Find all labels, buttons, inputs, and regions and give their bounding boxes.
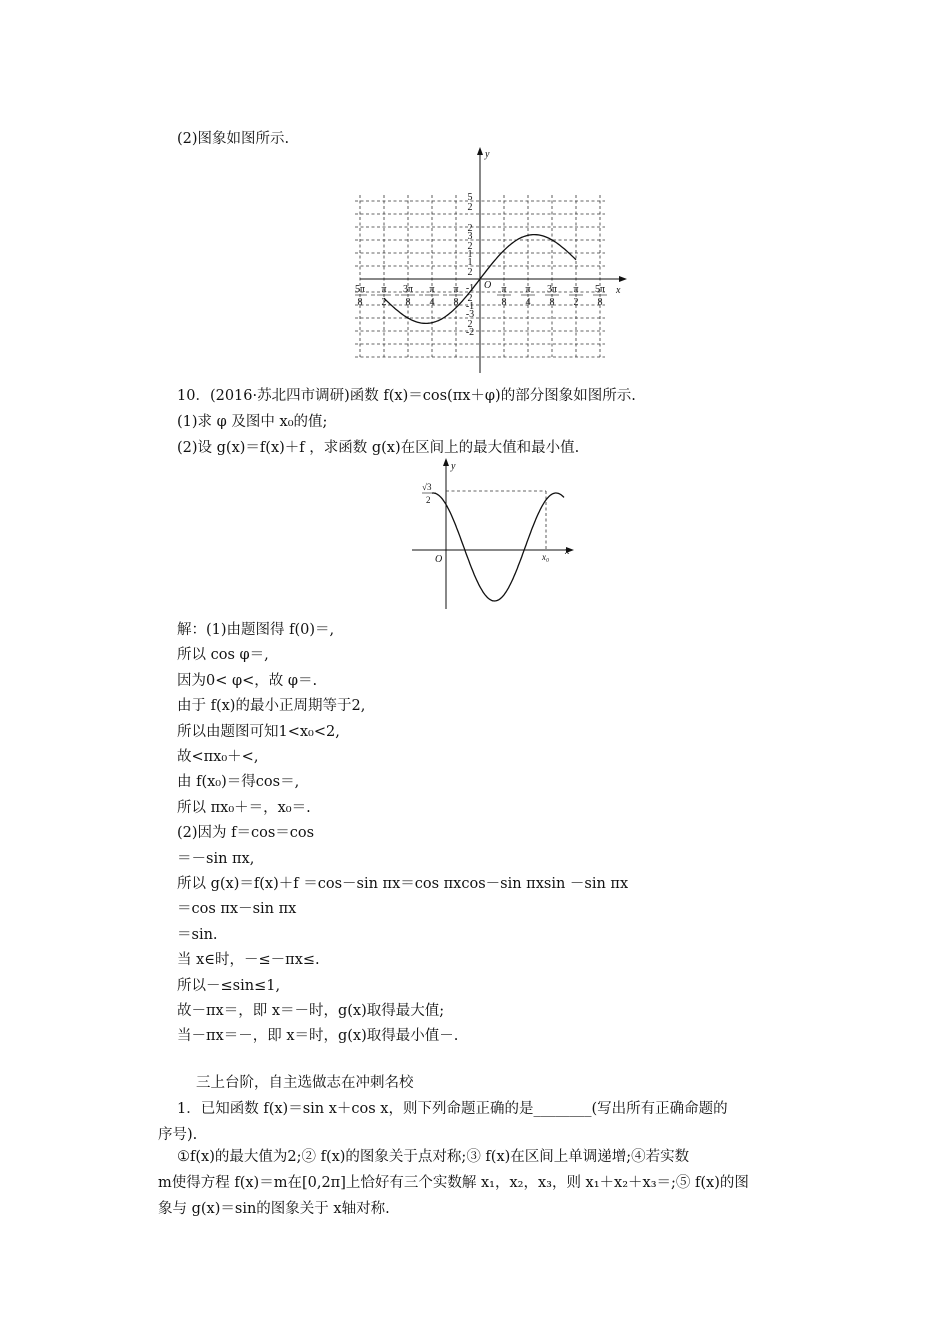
figure1-y-tick: 5: [467, 192, 473, 203]
figure1-x-tick-den: 8: [357, 297, 363, 308]
solution-line: ＝sin.: [177, 926, 218, 943]
figure1-y-tick: -1: [465, 301, 475, 312]
figure1-x-tick-den: 8: [453, 297, 459, 308]
solution-line: ＝cos πx－sin πx: [177, 901, 297, 918]
q1-line-1: 1．已知函数 f(x)＝sin x＋cos x，则下列命题正确的是________(写出所有正确命题的: [177, 1101, 728, 1117]
figure1-y-tick: 2: [467, 223, 473, 234]
figure1-x-tick: π: [525, 284, 531, 295]
figure1-x-tick: π: [429, 284, 435, 295]
figure1-x-tick: 3π: [402, 284, 414, 295]
figure1-x-tick-den: 4: [429, 297, 435, 308]
solution-line: 由于 f(x)的最小正周期等于2,: [177, 698, 366, 715]
solution-line: 所以－≤sin≤1,: [177, 977, 281, 994]
figure1-x-tick: π: [573, 284, 579, 295]
figure1-y-tick-den: 2: [467, 267, 473, 278]
figure1-y-tick: 1: [467, 249, 473, 260]
figure1-y-tick: -1: [465, 283, 475, 294]
figure1-y-tick: 1: [467, 257, 473, 268]
figure1-y-tick-den: 2: [467, 319, 473, 330]
solution-line: (2)因为 f＝cos＝cos: [177, 825, 315, 842]
figure1-x-tick-den: 8: [405, 297, 411, 308]
figure1-y-tick: -2: [465, 327, 475, 338]
figure1-x-tick-den: 2: [381, 297, 387, 308]
figure2-x0-label: x₀: [542, 552, 550, 562]
figure1-origin-label: O: [484, 280, 492, 291]
figure1-x-tick-den: 8: [597, 297, 603, 308]
solution-line: 因为0< φ<，故 φ＝.: [177, 672, 318, 689]
solution-line: 解：(1)由题图得 f(0)＝,: [177, 622, 335, 638]
figure1-y-tick: 3: [467, 231, 473, 242]
figure2-y-value-den: 2: [426, 495, 431, 505]
figure1-y-tick-den: 2: [467, 241, 473, 252]
q1-line-2: 序号).: [158, 1127, 198, 1143]
figure1-y-tick-den: 2: [467, 293, 473, 304]
figure1-x-tick-den: 4: [525, 297, 531, 308]
solution-line: 故－πx＝，即 x＝－时，g(x)取得最大值;: [177, 1003, 445, 1019]
solution-line: 所以由题图可知1<x₀<2,: [177, 723, 340, 740]
figure2-y-value-num: √3: [422, 482, 432, 492]
solution-line: 当－πx＝－，即 x＝时，g(x)取得最小值－.: [177, 1028, 459, 1045]
solution-line: 故<πx₀＋<,: [177, 749, 259, 765]
q10-line-1: 10．(2016·苏北四市调研)函数 f(x)＝cos(πx＋φ)的部分图象如图所示.: [177, 388, 636, 404]
solution-line: 当 x∈时，－≤－πx≤.: [177, 952, 320, 969]
solution-line: 所以 πx₀＋＝，x₀＝.: [177, 799, 311, 816]
figure2-origin-label: O: [435, 554, 443, 565]
figure1-x-tick: 5π: [594, 284, 606, 295]
figure1-graph: [355, 145, 635, 377]
q1-line-3: ①f(x)的最大值为2;② f(x)的图象关于点对称;③ f(x)在区间上单调递增;④若实数: [177, 1149, 690, 1165]
figure1-y-axis-label: y: [485, 149, 490, 160]
figure2-curve: [432, 493, 564, 601]
figure1-x-tick: π: [381, 284, 387, 295]
part2-intro: (2)图象如图所示.: [177, 131, 290, 147]
solution-line: 所以 g(x)＝f(x)＋f ＝cos－sin πx＝cos πxcos－sin πxsin －sin πx: [177, 876, 629, 892]
figure1-x-tick-den: 8: [501, 297, 507, 308]
section-title: 三上台阶，自主选做志在冲刺名校: [196, 1075, 414, 1091]
figure1-x-tick-den: 8: [549, 297, 555, 308]
figure1-x-tick: π: [453, 284, 459, 295]
figure1-x-tick: 3π: [546, 284, 558, 295]
figure1-x-axis-label: x: [616, 285, 621, 296]
figure1-y-tick: -3: [465, 309, 475, 320]
figure1-x-tick-den: 2: [573, 297, 579, 308]
figure1-x-tick: π: [501, 284, 507, 295]
figure2-x-axis-label: x: [565, 546, 570, 557]
solution-line: 由 f(x₀)＝得cos＝,: [177, 774, 300, 791]
q10-line-2: (1)求 φ 及图中 x₀的值;: [177, 414, 328, 430]
solution-line: ＝－sin πx,: [177, 850, 255, 867]
solution-line: 所以 cos φ＝,: [177, 647, 269, 664]
figure1-x-tick: 5π: [355, 284, 366, 295]
q1-line-5: 象与 g(x)＝sin的图象关于 x轴对称.: [158, 1201, 390, 1217]
figure2-y-axis-label: y: [451, 461, 456, 472]
q1-line-4: m使得方程 f(x)＝m在[0,2π]上恰好有三个实数解 x₁，x₂，x₃，则 x₁＋x₂＋x₃＝;⑤ f(x)的图: [158, 1175, 749, 1191]
figure1-y-tick-den: 2: [467, 202, 473, 213]
figure2-graph: [408, 456, 578, 612]
q10-line-3: (2)设 g(x)＝f(x)＋f ，求函数 g(x)在区间上的最大值和最小值.: [177, 440, 580, 456]
